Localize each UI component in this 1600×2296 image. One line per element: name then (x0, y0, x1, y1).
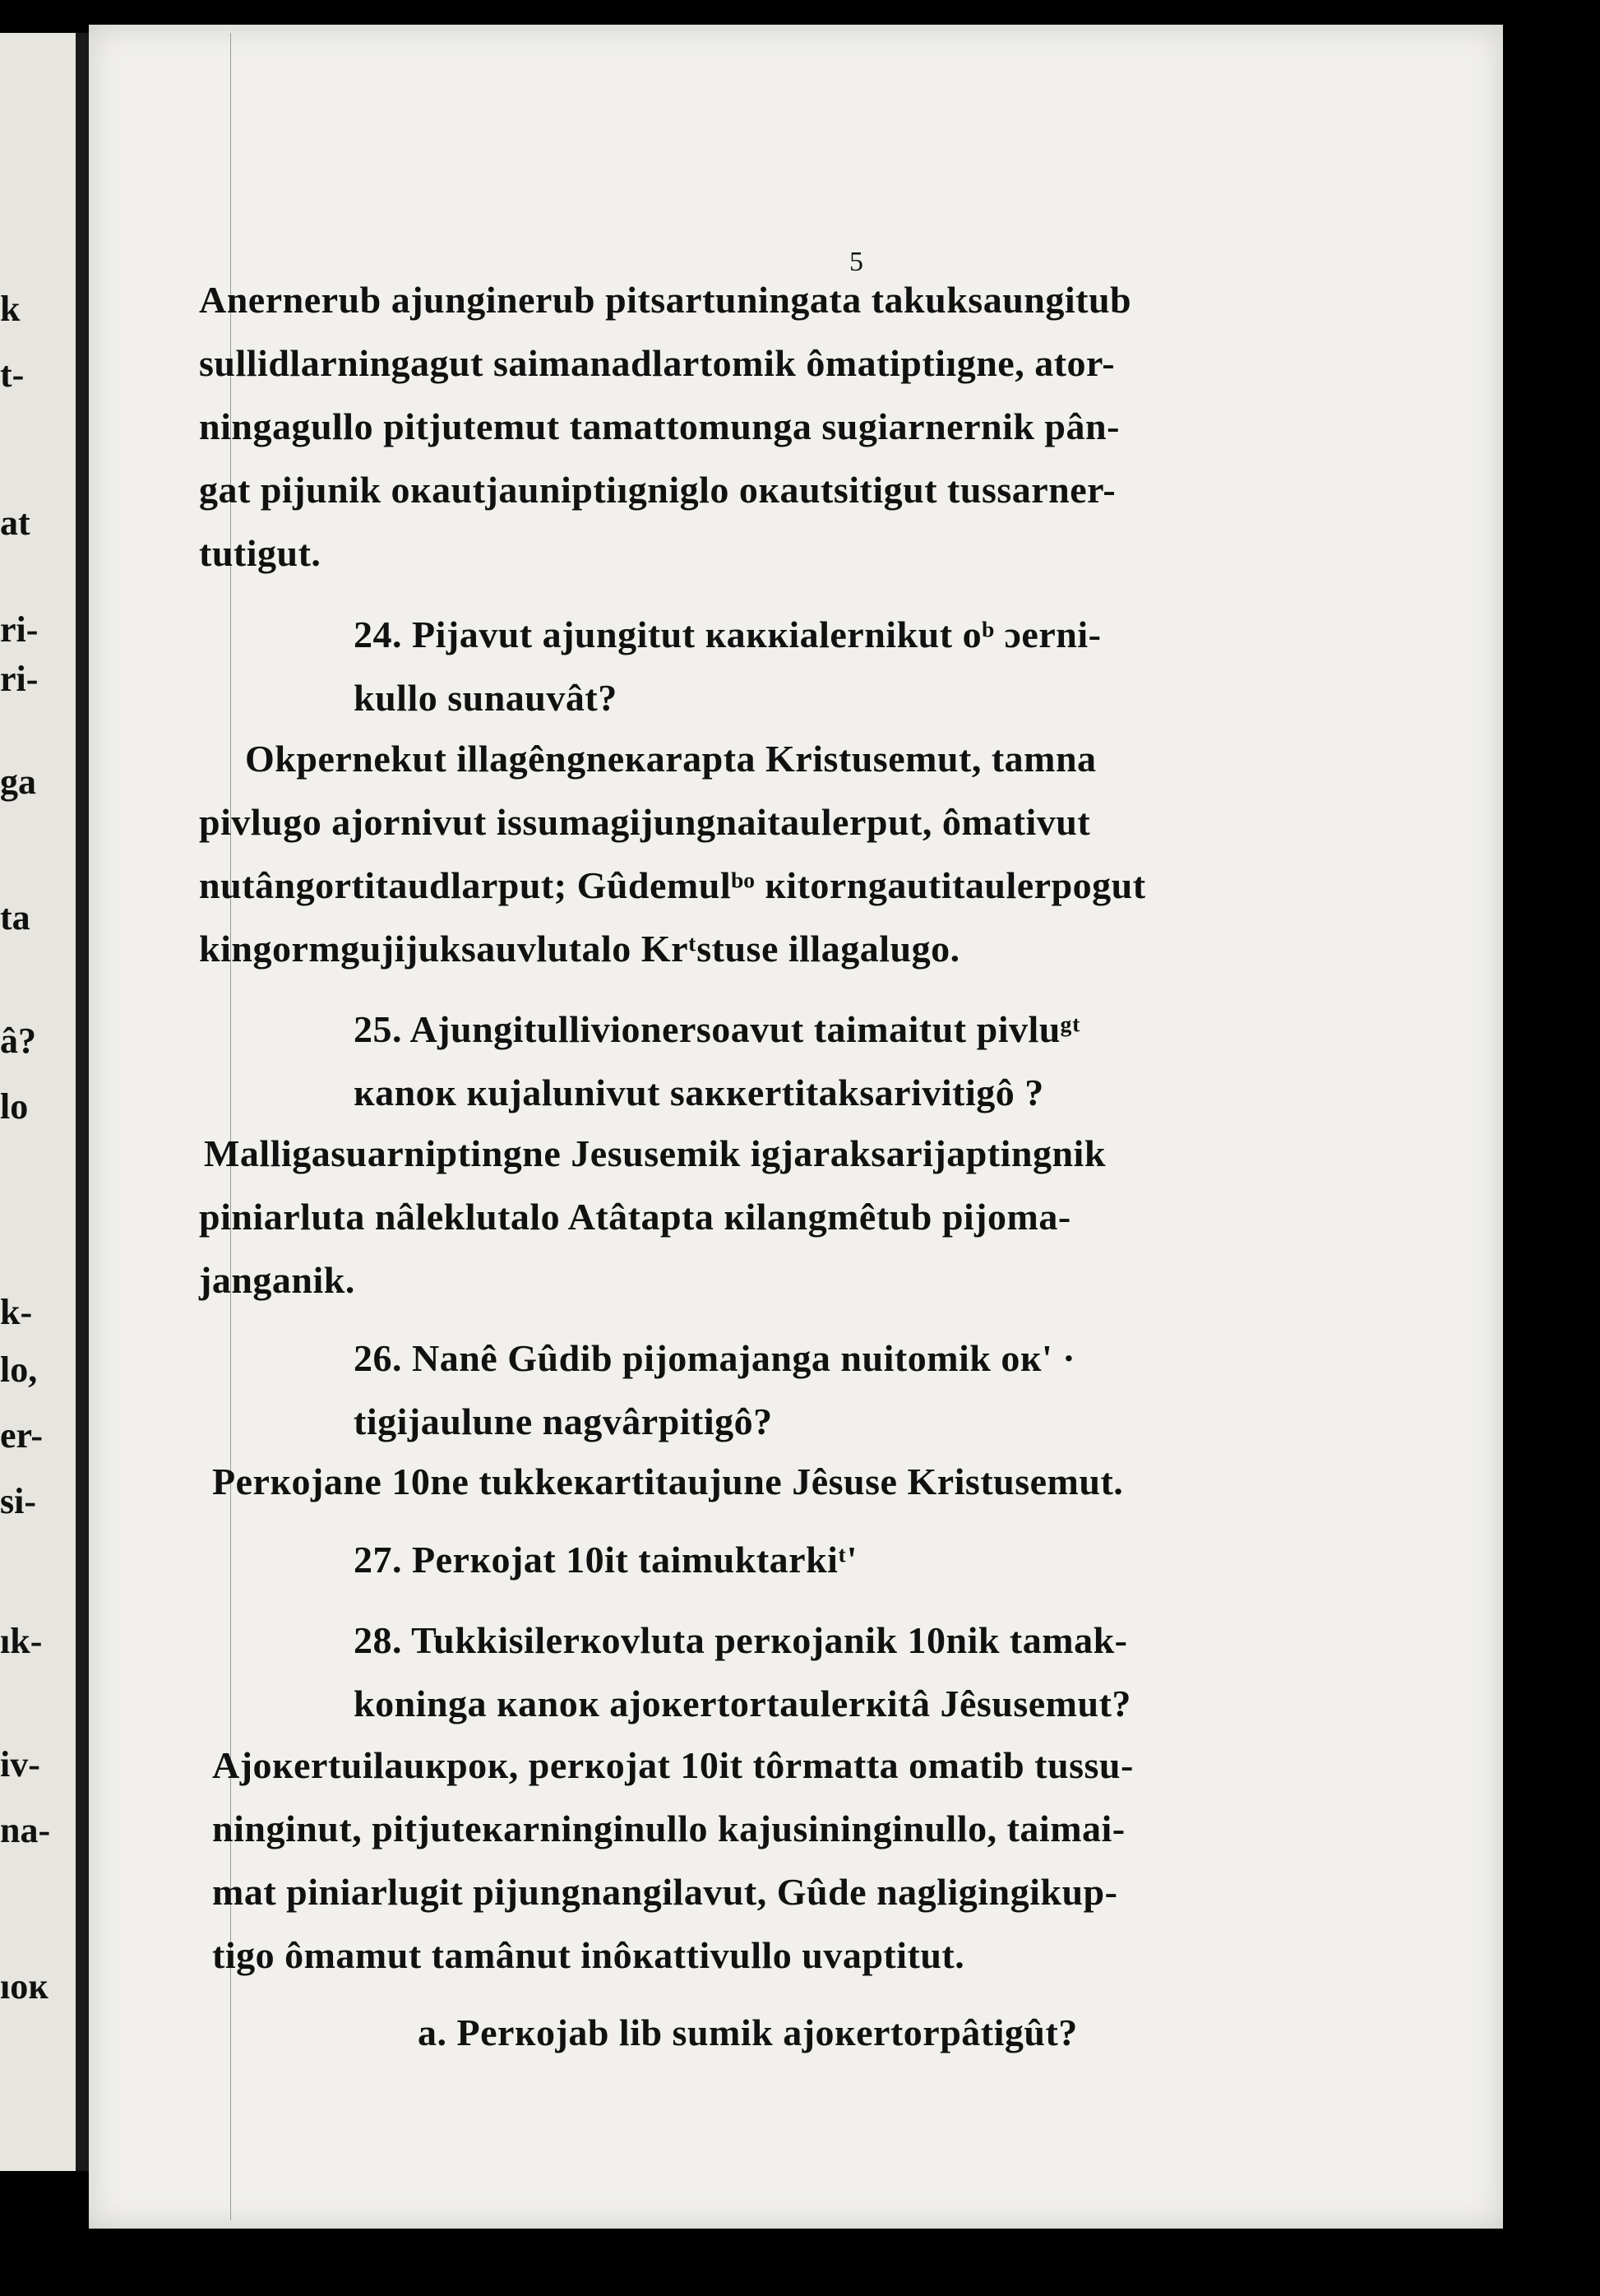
text-line: Anernerub ajunginerub pitsartuningata takuksaungitub (199, 279, 1132, 321)
book-spine (76, 33, 89, 2171)
text-line: kingormgujijuksauvlutalo Krᵗstuse illagalugo. (199, 928, 960, 970)
text-line: koninga ĸanoĸ ajoĸertortaulerĸitâ Jêsusemut? (354, 1683, 1131, 1724)
left-fragment: k (0, 289, 21, 329)
answer-26: Perĸojane 10ne tukkeĸartitaujune Jêsuse Kristusemut. (212, 1460, 1124, 1502)
left-fragment: ta (0, 897, 30, 937)
text-line: gat pijunik oĸautjauniptiıgniglo oĸautsitigut tussarner- (199, 469, 1117, 511)
left-page-edge (0, 33, 76, 2171)
question-26: 26. Nanê Gûdib pijomajanga nuitomik oĸ' · (354, 1337, 1076, 1379)
left-fragment: ri- (0, 609, 39, 650)
text-line: nutângortitaudlarput; Gûdemulᵇᵒ ĸitorngautitaulerpogut (199, 864, 1146, 906)
left-fragment: ıoĸ (0, 1966, 49, 2007)
left-fragment: ık- (0, 1621, 43, 1661)
left-fragment: â? (0, 1021, 36, 1061)
text-line: tigijaulune nagvârpitigô? (354, 1400, 773, 1442)
page (89, 25, 1503, 2229)
answer-25: Malligasuarniptingne Jesusemik igjaraksarijaptingnik (204, 1132, 1106, 1174)
question-24: 24. Pijavut ajungitut ĸaĸĸialernikut oᵇ ɔerni- (354, 613, 1102, 655)
left-fragment: lo (0, 1086, 29, 1127)
answer-28: Ajoĸertuilauĸpoĸ, perĸojat 10it tôrmatta omatib tussu- (212, 1744, 1134, 1786)
text-line: ninginut, pitjuteĸarninginullo kajusininginullo, taimai- (212, 1808, 1126, 1849)
text-line: tutigut. (199, 532, 321, 574)
page-number: 5 (849, 247, 863, 277)
question-a: a. Perĸojab lib sumik ajoĸertorpâtigût? (418, 2011, 1078, 2053)
text-line: mat piniarlugit pijungnangilavut, Gûde nagligingikup- (212, 1871, 1118, 1913)
left-fragment: k- (0, 1292, 33, 1332)
text-line: kullo sunauvât? (354, 677, 617, 719)
text-line: sullidlarningagut saimanadlartomik ômatiptiıgne, ator- (199, 342, 1116, 384)
left-fragment: iv- (0, 1744, 40, 1784)
text-line: ĸanoĸ ĸujalunivut saĸĸertitaksarivitigô ? (354, 1072, 1044, 1113)
left-fragment: ri- (0, 659, 39, 699)
question-27: 27. Perĸojat 10it taimuktarkiᵗ' (354, 1539, 858, 1581)
question-25: 25. Ajungitullivionersoavut taimaitut pivluᵍᵗ (354, 1008, 1081, 1050)
text-line: ningagullo pitjutemut tamattomunga sugiarnernik pân- (199, 405, 1120, 447)
left-fragment: ga (0, 761, 36, 802)
left-fragment: at (0, 502, 30, 543)
left-fragment: er- (0, 1415, 44, 1456)
left-fragment: lo, (0, 1349, 38, 1390)
left-fragment: si- (0, 1481, 36, 1521)
text-line: piniarluta nâleklutalo Atâtapta ĸilangmêtub pijoma- (199, 1196, 1071, 1238)
text-line: pivlugo ajornivut issumagijungnaitaulerput, ômativut (199, 801, 1091, 843)
left-fragment: t- (0, 354, 25, 395)
left-fragment: na- (0, 1810, 51, 1850)
question-28: 28. Tukkisilerĸovluta perĸojanik 10nik tamak- (354, 1619, 1128, 1661)
answer-24: Okpernekut illagêngneĸarapta Kristusemut, tamna (245, 738, 1097, 780)
text-line: tigo ômamut tamânut inôĸattivullo uvaptitut. (212, 1934, 965, 1976)
text-line: janganik. (199, 1259, 355, 1301)
